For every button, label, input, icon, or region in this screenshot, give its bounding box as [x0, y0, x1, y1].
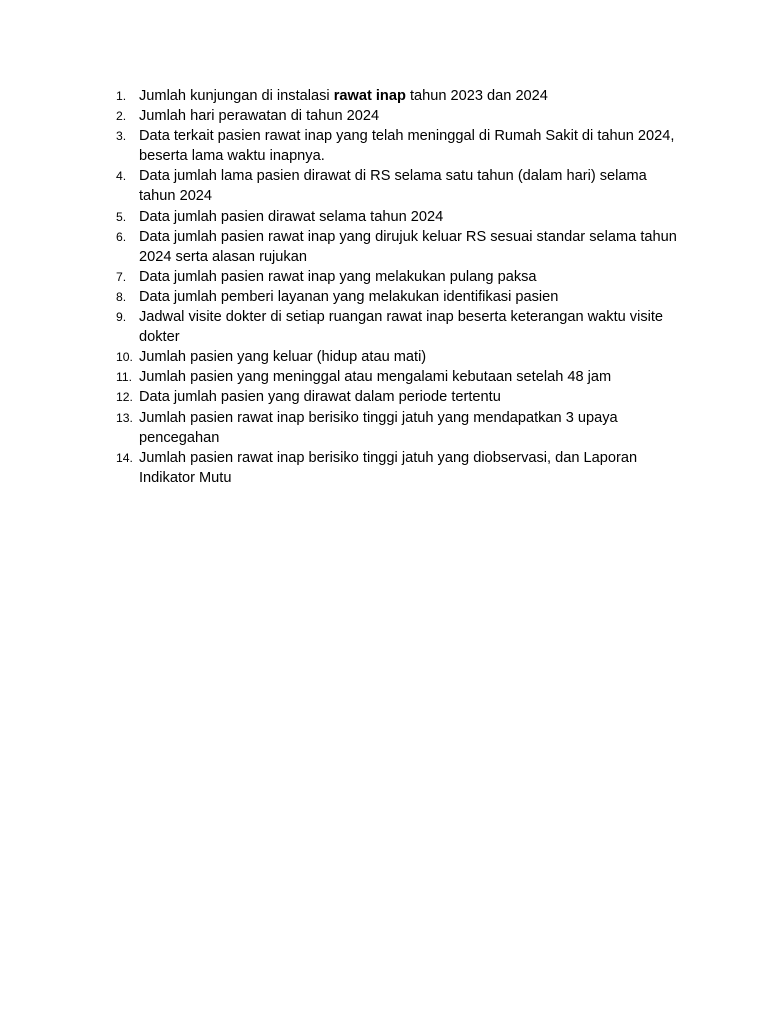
list-number: 4.: [116, 169, 127, 184]
list-item-11: [110, 367, 680, 387]
list-item-text: Jadwal visite dokter di setiap ruangan rawat inap beserta keterangan waktu visite dokter: [139, 309, 664, 346]
list-number: 6.: [116, 229, 127, 244]
list-item-8: [110, 287, 680, 307]
list-item-text: Jumlah hari perawatan di tahun 2024: [139, 108, 380, 125]
list-item-text: Data jumlah pemberi layanan yang melakukan identifikasi pasien: [139, 288, 559, 305]
list-item-text: Data jumlah pasien rawat inap yang dirujuk keluar RS sesuai standar selama tahun 2024 serta alasan rujukan: [139, 228, 677, 265]
list-item-text: Data jumlah lama pasien dirawat di RS selama satu tahun (dalam hari) selama tahun 2024: [139, 168, 647, 205]
numbered-list: [110, 86, 680, 488]
list-number: 12.: [116, 390, 133, 405]
list-item-text: Data jumlah pasien rawat inap yang melakukan pulang paksa: [139, 268, 537, 285]
list-number: 3.: [116, 129, 127, 144]
list-number: 1.: [116, 89, 127, 103]
list-number: 9.: [116, 310, 127, 325]
list-item-7: [110, 267, 680, 287]
list-item-5: [110, 207, 680, 227]
list-number: 14.: [116, 450, 133, 465]
bold-text: rawat inap: [333, 88, 406, 104]
list-number: 11.: [116, 370, 133, 385]
list-item-1: [110, 86, 680, 106]
list-number: 7.: [116, 269, 127, 284]
list-item-text: Jumlah pasien rawat inap berisiko tinggi jatuh yang diobservasi, dan Laporan Indikator Mutu: [139, 449, 638, 486]
list-item-text: Jumlah pasien rawat inap berisiko tinggi jatuh yang mendapatkan 3 upaya pencegahan: [139, 409, 618, 446]
list-item-12: [110, 387, 680, 407]
list-item-text: Jumlah pasien yang meninggal atau mengalami kebutaan setelah 48 jam: [139, 369, 612, 386]
list-number: 2.: [116, 109, 127, 124]
list-item-9: [110, 307, 680, 347]
list-item-text: Data terkait pasien rawat inap yang telah meninggal di Rumah Sakit di tahun 2024, beserta lama waktu inapnya.: [139, 128, 675, 165]
list-item-4: [110, 166, 680, 206]
list-item-text: Jumlah kunjungan di instalasi rawat inap tahun 2023 dan 2024: [139, 88, 548, 104]
list-number: 8.: [116, 289, 127, 304]
list-item-2: [110, 106, 680, 126]
list-item-3: [110, 126, 680, 166]
list-item-10: [110, 347, 680, 367]
list-item-text: Jumlah pasien yang keluar (hidup atau mati): [139, 349, 427, 366]
list-item-14: [110, 448, 680, 488]
list-item-text: Data jumlah pasien yang dirawat dalam periode tertentu: [139, 389, 501, 406]
list-item-13: [110, 408, 680, 448]
list-number: 10.: [116, 350, 133, 365]
list-number: 13.: [116, 410, 133, 425]
list-number: 5.: [116, 209, 127, 224]
list-item-6: [110, 227, 680, 267]
list-item-text: Data jumlah pasien dirawat selama tahun 2024: [139, 208, 444, 225]
